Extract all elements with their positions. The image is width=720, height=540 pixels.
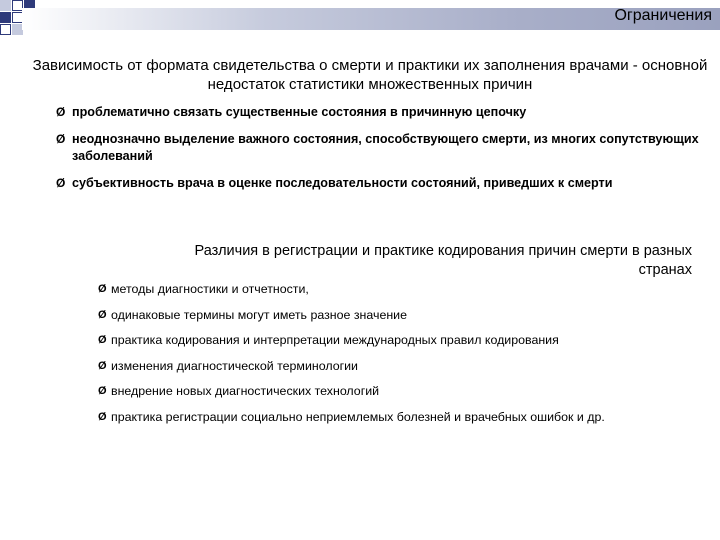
section1-list bbox=[56, 104, 706, 202]
arrow-bullet-icon: Ø bbox=[98, 385, 107, 398]
list-item-text: субъективность врача в оценке последовательности состояний, приведших к смерти bbox=[72, 176, 613, 190]
list-item-text: внедрение новых диагностических технологий bbox=[111, 384, 380, 399]
list-item-text: практика кодирования и интерпретации международных правил кодирования bbox=[111, 333, 559, 348]
page-title: Ограничения bbox=[614, 7, 712, 24]
list-item-text: одинаковые термины могут иметь разное значение bbox=[111, 307, 407, 322]
list-item-text: неоднозначно выделение важного состояния, способствующего смерти, из многих сопутствующих заболеваний bbox=[72, 132, 699, 163]
list-item bbox=[98, 332, 698, 348]
section1-heading: Зависимость от формата свидетельства о смерти и практики их заполнения врачами - основной недостаток статистики множественных причин bbox=[32, 57, 708, 93]
deco-square bbox=[0, 24, 11, 35]
list-item bbox=[98, 281, 698, 297]
list-item bbox=[98, 358, 698, 374]
deco-square bbox=[0, 0, 11, 11]
list-item-text: практика регистрации социально неприемлемых болезней и врачебных ошибок и др. bbox=[111, 409, 605, 424]
arrow-bullet-icon: Ø bbox=[98, 359, 107, 372]
arrow-bullet-icon: Ø bbox=[98, 410, 107, 423]
list-item bbox=[98, 383, 698, 399]
section2-list bbox=[98, 281, 698, 435]
section2-heading: Различия в регистрации и практике кодирования причин смерти в разных странах bbox=[194, 243, 692, 278]
arrow-bullet-icon: Ø bbox=[98, 334, 107, 347]
arrow-bullet-icon: Ø bbox=[56, 132, 66, 146]
arrow-bullet-icon: Ø bbox=[98, 283, 107, 295]
list-item bbox=[56, 104, 706, 121]
list-item-text: методы диагностики и отчетности, bbox=[111, 282, 309, 296]
arrow-bullet-icon: Ø bbox=[56, 105, 66, 119]
list-item bbox=[98, 307, 698, 323]
list-item bbox=[56, 131, 706, 165]
list-item bbox=[98, 409, 698, 425]
arrow-bullet-icon: Ø bbox=[56, 176, 66, 190]
list-item-text: изменения диагностической терминологии bbox=[111, 358, 358, 373]
list-item bbox=[56, 175, 706, 192]
arrow-bullet-icon: Ø bbox=[98, 308, 107, 321]
list-item-text: проблематично связать существенные состояния в причинную цепочку bbox=[72, 105, 527, 119]
deco-square bbox=[0, 12, 11, 23]
